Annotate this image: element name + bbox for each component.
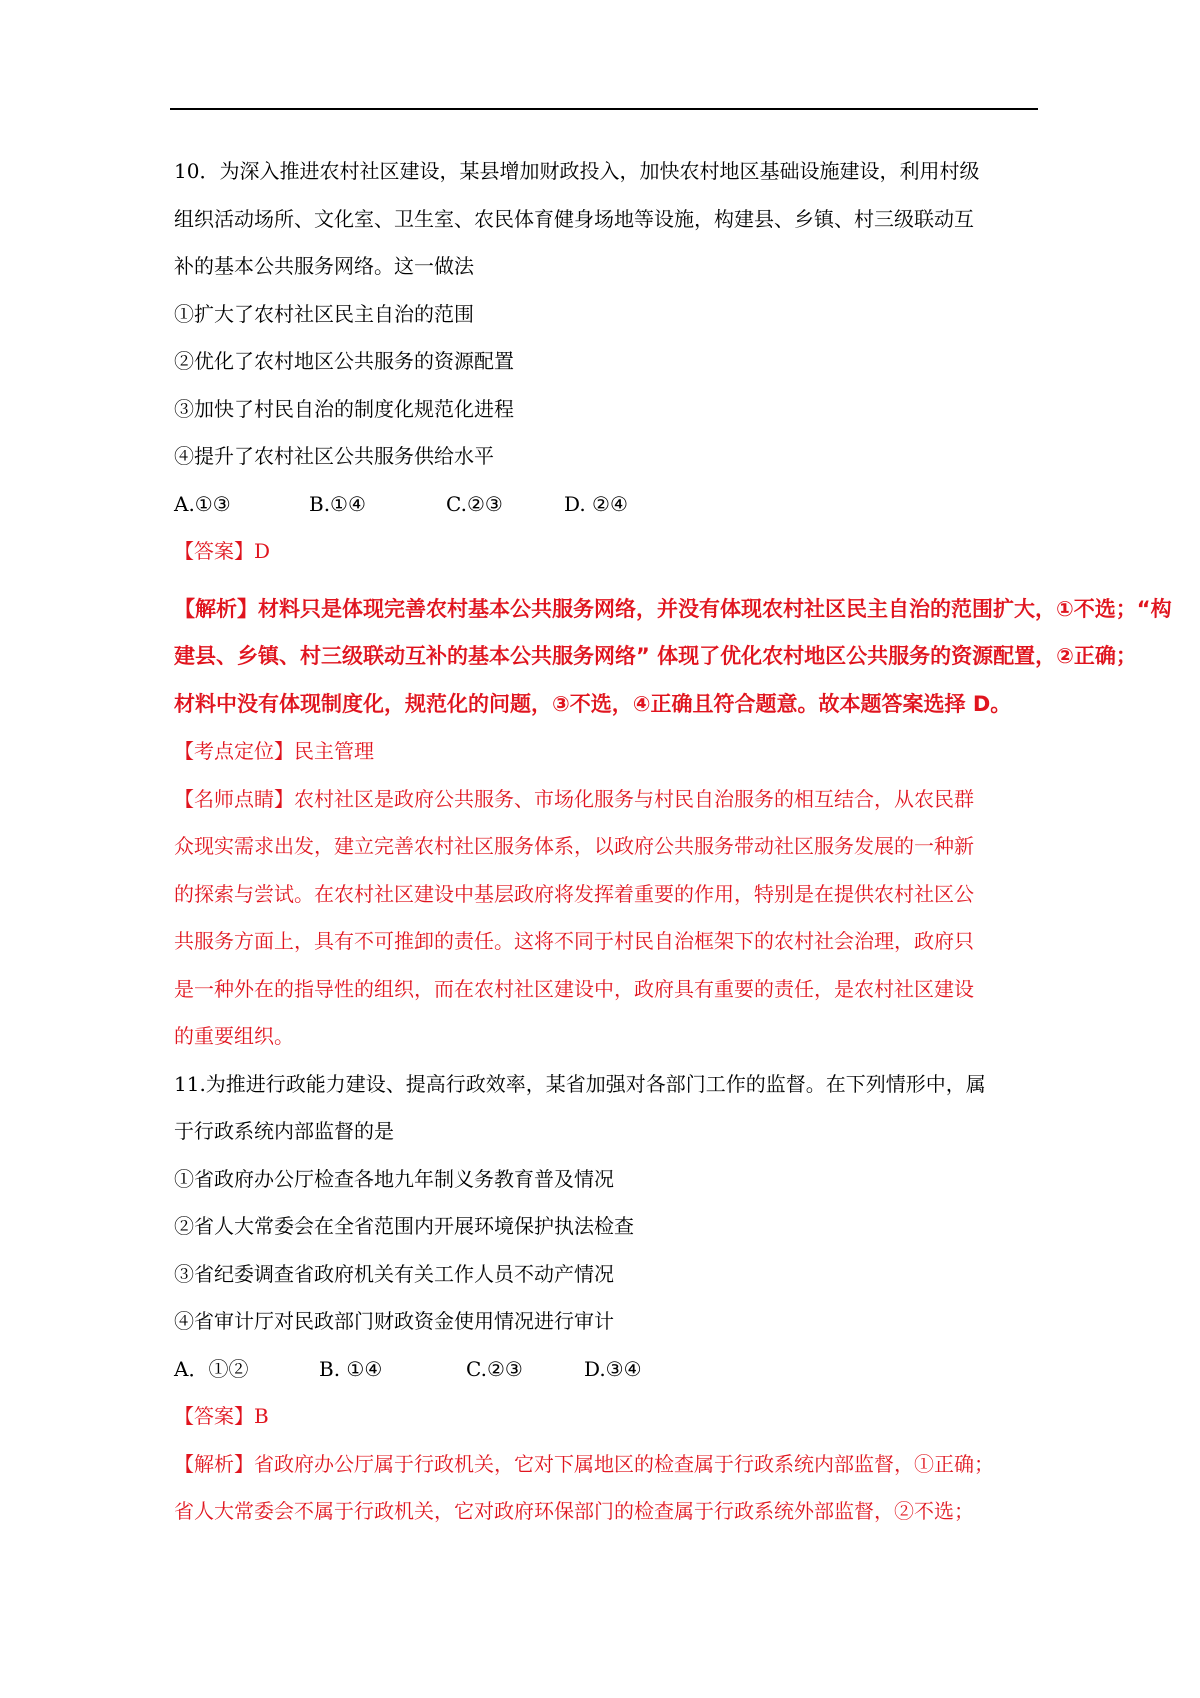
q10-analysis-line-3: 材料中没有体现制度化，规范化的问题，③不选，④正确且符合题意。故本题答案选择 D。 — [174, 691, 1012, 716]
q11-analysis-line-1 — [174, 1441, 1044, 1489]
q11-option-b: B. ①④ — [319, 1356, 383, 1381]
q11-answer — [174, 1393, 1044, 1441]
q11-stem-line-1: 11.为推进行政能力建设、提高行政效率，某省加强对各部门工作的监督。在下列情形中，属 — [174, 1071, 986, 1096]
q10-point-value: 民主管理 — [294, 739, 374, 763]
q11-item-1: ①省政府办公厅检查各地九年制义务教育普及情况 — [174, 1166, 614, 1191]
q11-item-3: ③省纪委调查省政府机关有关工作人员不动产情况 — [174, 1261, 614, 1286]
q10-stem-line-2: 组织活动场所、文化室、卫生室、农民体育健身场地等设施，构建县、乡镇、村三级联动互 — [174, 206, 974, 231]
q10-item-4: ④提升了农村社区公共服务供给水平 — [174, 444, 494, 468]
document-content — [174, 148, 1172, 1536]
q10-stem-line-3: 补的基本公共服务网络。这一做法 — [174, 254, 474, 278]
q10-analysis-line-1: 【解析】材料只是体现完善农村基本公共服务网络，并没有体现农村社区民主自治的范围扩大，①不选；“构 — [174, 596, 1172, 621]
q11-answer-tag: 【答案】 — [174, 1404, 254, 1428]
q11-analysis-text-1: 省政府办公厅属于行政机关，它对下属地区的检查属于行政系统内部监督，①正确； — [254, 1451, 994, 1476]
q11-analysis-tag: 【解析】 — [174, 1451, 254, 1476]
q10-options — [174, 481, 1044, 529]
q10-item-3: ③加快了村民自治的制度化规范化进程 — [174, 396, 514, 421]
q11-options — [174, 1346, 1044, 1394]
q10-point — [174, 728, 1044, 776]
q10-analysis-line-2: 建县、乡镇、村三级联动互补的基本公共服务网络” 体现了优化农村地区公共服务的资源配置，②正确； — [174, 644, 1137, 668]
q10-teacher-line-5: 是一种外在的指导性的组织，而在农村社区建设中，政府具有重要的责任，是农村社区建设 — [174, 976, 974, 1001]
q10-option-c: C.②③ — [446, 491, 503, 516]
q10-option-d: D. ②④ — [564, 491, 628, 516]
q11-option-c: C.②③ — [466, 1356, 523, 1381]
q11-item-4: ④省审计厅对民政部门财政资金使用情况进行审计 — [174, 1309, 614, 1333]
q10-point-tag: 【考点定位】 — [174, 739, 294, 763]
q11-analysis-line-2: 省人大常委会不属于行政机关，它对政府环保部门的检查属于行政系统外部监督，②不选； — [174, 1499, 974, 1523]
q10-teacher-line-6: 的重要组织。 — [174, 1024, 294, 1048]
q10-answer-tag: 【答案】 — [174, 539, 254, 563]
header-rule — [170, 108, 1038, 110]
q11-option-d: D.③④ — [584, 1356, 642, 1381]
q10-option-b: B.①④ — [309, 491, 366, 516]
q11-option-a: A．①② — [174, 1356, 249, 1381]
q10-teacher-line-4: 共服务方面上，具有不可推卸的责任。这将不同于村民自治框架下的农村社会治理，政府只 — [174, 929, 974, 953]
q10-answer — [174, 528, 1044, 576]
q10-teacher-text-1: 农村社区是政府公共服务、市场化服务与村民自治服务的相互结合，从农民群 — [294, 786, 974, 811]
q10-item-2: ②优化了农村地区公共服务的资源配置 — [174, 349, 514, 373]
q10-stem-line-1: 10．为深入推进农村社区建设，某县增加财政投入，加快农村地区基础设施建设，利用村级 — [174, 159, 980, 183]
q11-answer-value: B — [254, 1404, 269, 1428]
q10-answer-value: D — [254, 539, 271, 563]
q10-option-a: A.①③ — [174, 491, 231, 516]
q10-teacher-tag: 【名师点睛】 — [174, 786, 294, 811]
q11-stem-line-2: 于行政系统内部监督的是 — [174, 1119, 394, 1143]
q11-item-2: ②省人大常委会在全省范围内开展环境保护执法检查 — [174, 1214, 634, 1238]
q10-teacher-line-2: 众现实需求出发，建立完善农村社区服务体系，以政府公共服务带动社区服务发展的一种新 — [174, 834, 974, 858]
q10-teacher-line-1 — [174, 776, 1044, 824]
q10-item-1: ①扩大了农村社区民主自治的范围 — [174, 301, 474, 326]
q10-teacher-line-3: 的探索与尝试。在农村社区建设中基层政府将发挥着重要的作用，特别是在提供农村社区公 — [174, 881, 974, 906]
